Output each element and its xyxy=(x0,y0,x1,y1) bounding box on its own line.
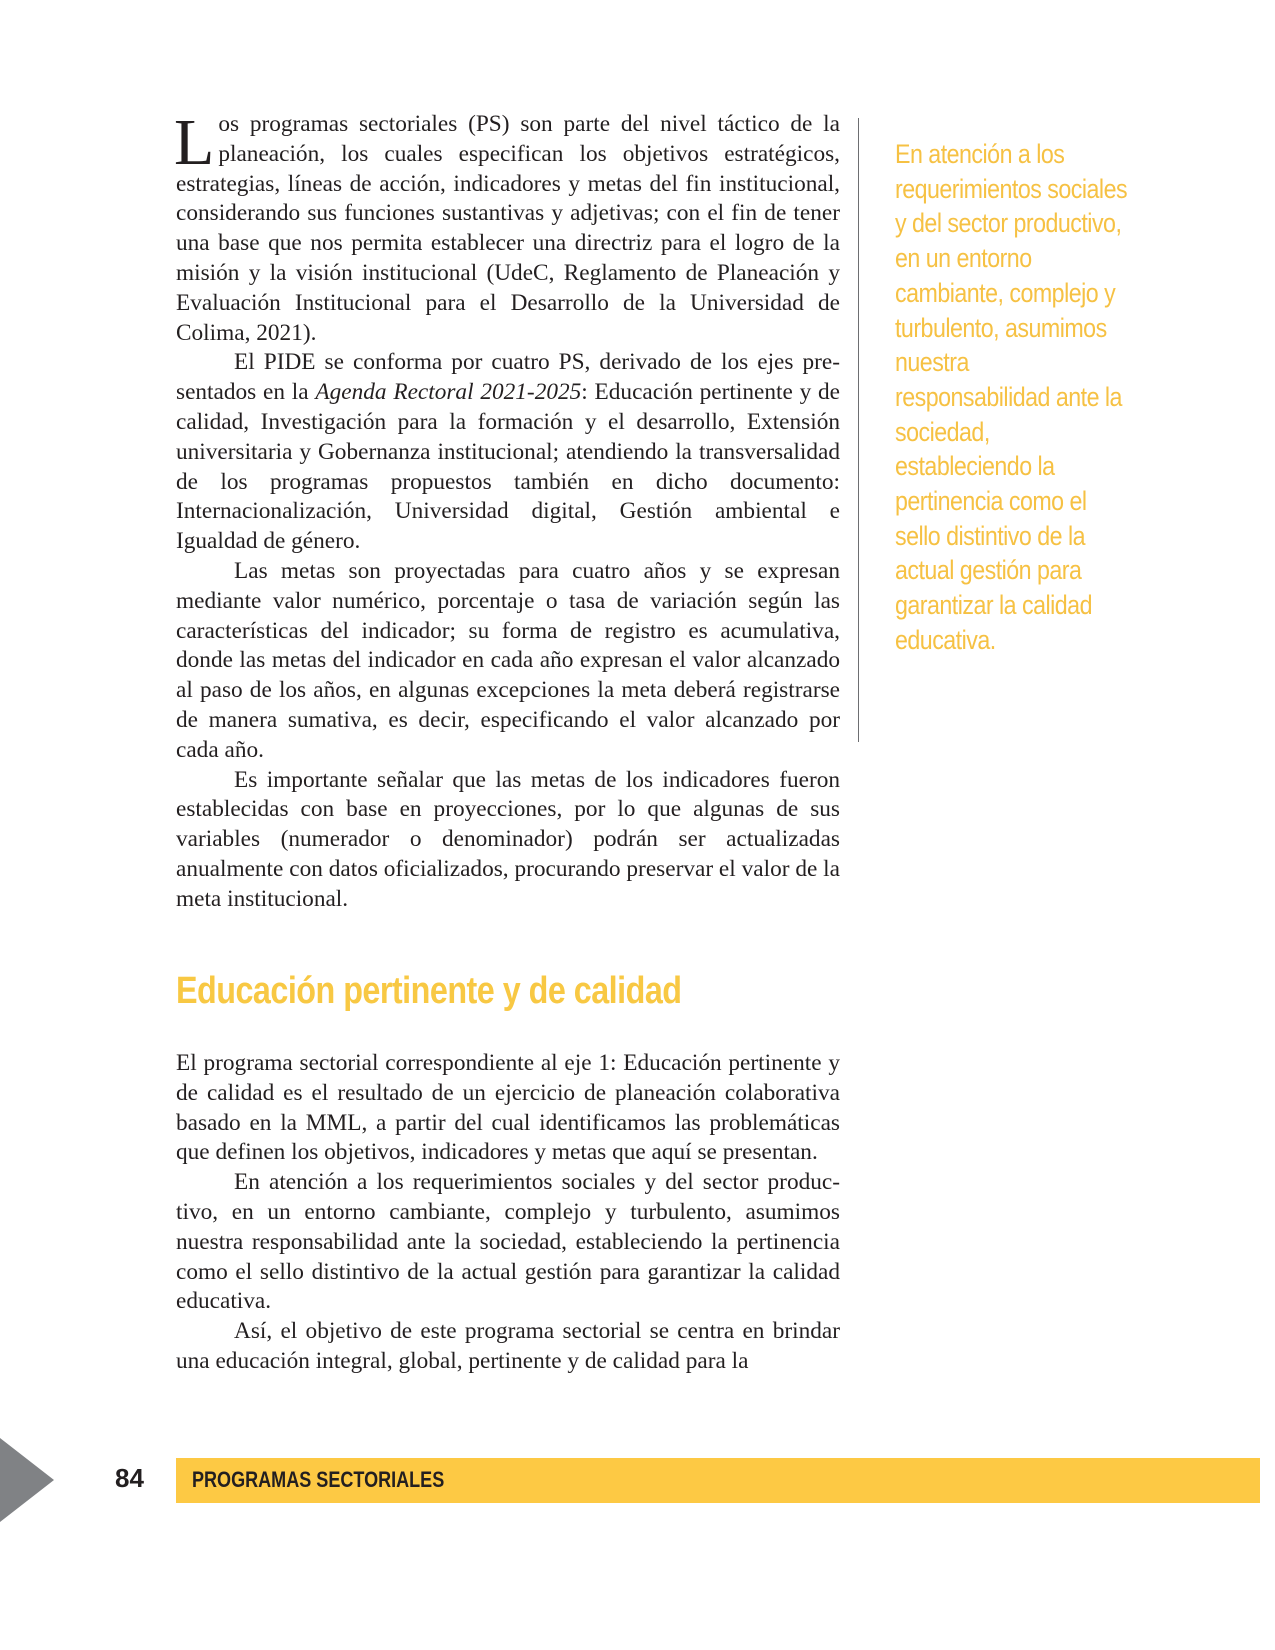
drop-cap: L xyxy=(174,106,215,179)
section-text-column xyxy=(176,1049,840,1377)
intro-paragraph-2-start: El PIDE se conforma por cuatro PS, derivado de los ejes presentados en la xyxy=(176,349,840,406)
page-number: 84 xyxy=(115,1463,144,1493)
footer-bar xyxy=(176,1458,1260,1503)
pull-quote: En atención a los requerimientos sociales y del sector productivo, en un entorno cambiante, complejo y turbulento, asumimos nuestra responsabilidad ante la sociedad, estableciendo la pertinencia como el sello distintivo de la actual gestión para garantizar la calidad educativa. xyxy=(895,139,1128,655)
intro-text-column xyxy=(174,106,840,915)
footer-section-label: PROGRAMAS SECTORIALES xyxy=(192,1467,445,1492)
section-paragraph-1: El programa sectorial correspondiente al eje 1: Educación pertinente y de calidad es el resultado de un ejercicio de planeación colaborativa basado en la MML, a partir del cual identificamos las problemáticas que definen los objetivos, indicadores y metas que aquí se presentan. xyxy=(176,1050,840,1166)
footer-triangle-icon xyxy=(0,1438,54,1522)
column-divider xyxy=(858,118,859,742)
intro-paragraph-2-end: : Educación pertinente y de calidad, Investigación para la formación y el desarrollo, Extensión universitaria y Gobernanza institucional; atendiendo la transversalidad de los programas propuestos también en dicho documento: Internacionalización, Universidad digital, Gestión ambiental e Igualdad de género. xyxy=(176,379,840,555)
agenda-title-italic: Agenda Rectoral 2021-2025 xyxy=(315,379,582,406)
intro-paragraph-1 xyxy=(174,106,840,348)
intro-paragraph-1-text: os programas sectoriales (PS) son parte del nivel táctico de la planeación, los cuales especifican los objetivos estratégicos, estrategias, líneas de acción, indicadores y metas del fin institucional, considerando sus funciones sustantivas y adjetivas; con el fin de tener una base que nos permita establecer una directriz para el logro de la misión y la visión institucional (UdeC, Reglamento de Planeación y Evaluación Institucional para el Desarrollo de la Universidad de Colima, 2021). xyxy=(176,111,840,346)
section-paragraph-3: Así, el objetivo de este programa sectorial se centra en brindar una educación integral, global, pertinente y de calidad para la xyxy=(176,1318,840,1374)
intro-paragraph-4: Es importante señalar que las metas de los indicadores fueron establecidas con base en proyecciones, por lo que algunas de sus variables (numerador o denominador) podrán ser actualizadas anualmente con datos oficializados, procurando preservar el valor de la meta institucional. xyxy=(176,766,840,912)
section-heading: Educación pertinente y de calidad xyxy=(176,970,682,1012)
intro-paragraph-2 xyxy=(176,348,840,557)
intro-paragraph-3: Las metas son proyectadas para cuatro años y se expresan mediante valor numérico, porcentaje o tasa de variación según las características del indicador; su forma de registro es acumulativa, donde las metas del indicador en cada año expresan el valor alcanzado al paso de los años, en algunas excepciones la meta deberá registrarse de manera sumativa, es decir, especificando el valor alcanzado por cada año. xyxy=(176,557,840,763)
section-paragraph-2: En atención a los requerimientos sociales y del sector productivo, en un entorno cambiante, complejo y turbulento, asumimos nuestra responsabilidad ante la sociedad, estableciendo la pertinencia como el sello distintivo de la actual gestión para garantizar la calidad educativa. xyxy=(176,1169,840,1315)
